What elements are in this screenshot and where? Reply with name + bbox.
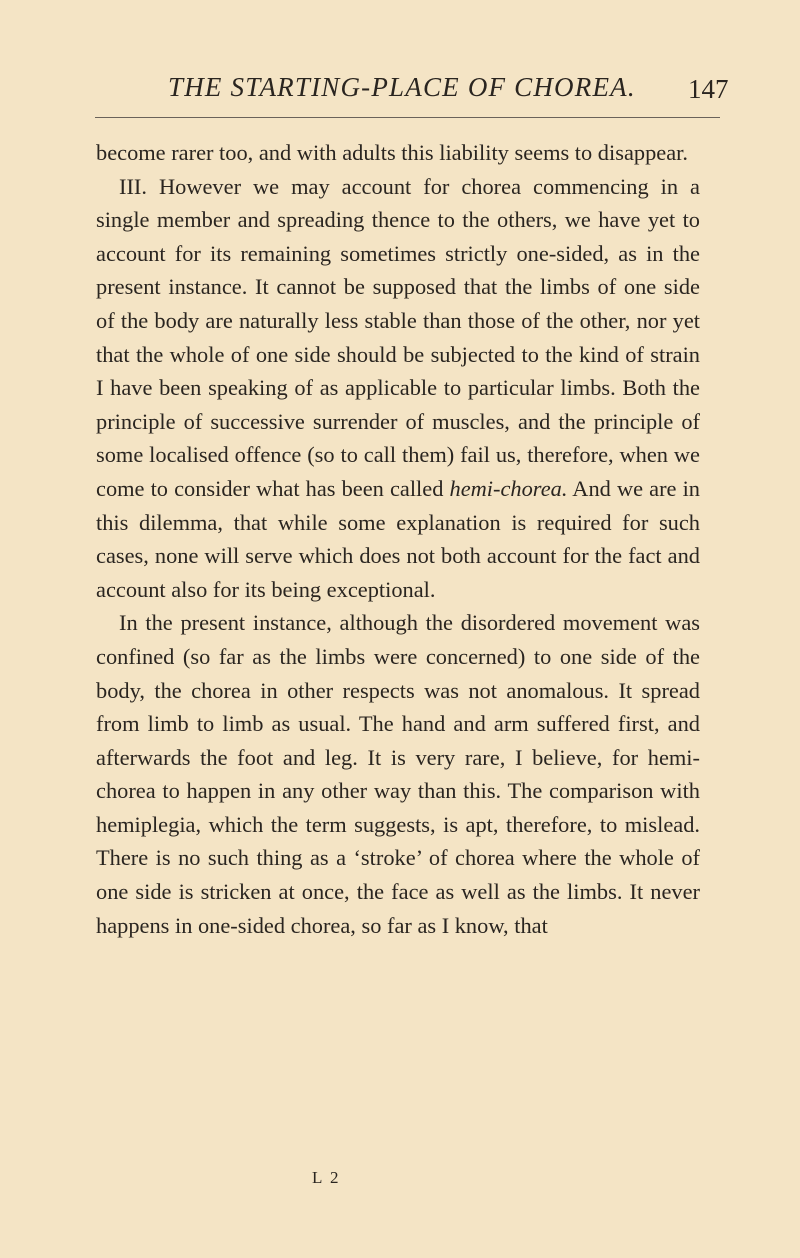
- paragraph-2-text-after: And we are in this dilemma, that while some explanation is required for such cases, none will serve which does not both account for the fact and account also for its being exceptional.: [96, 475, 700, 602]
- paragraph-present-instance: [96, 606, 700, 942]
- running-head: [168, 72, 728, 103]
- body-text: [96, 136, 700, 942]
- paragraph-iii: [96, 170, 700, 607]
- paragraph-2-text-before: III. However we may account for chorea commencing in a single member and spreading thence to the others, we have yet to account for its remaining sometimes strictly one-sided, as in the present instance. It cannot be supposed that the limbs of one side of the body are naturally less stable than those of the other, nor yet that the whole of one side should be subjected to the kind of strain I have been speaking of as applicable to particular limbs. Both the principle of successive surrender of muscles, and the principle of some localised offence (so to call them) fail us, therefore, when we come to consider what has been called: [96, 173, 700, 501]
- signature-mark: L 2: [312, 1168, 341, 1187]
- header-rule: [95, 117, 720, 118]
- paragraph-3-text: In the present instance, although the disordered movement was confined (so far as the limbs were concerned) to one side of the body, the chorea in other respects was not anomalous. It spread from limb to limb as usual. The hand and arm suffered first, and afterwards the foot and leg. It is very rare, I believe, for hemi-chorea to happen in any other way than this. The comparison with hemiplegia, which the term suggests, is apt, therefore, to mislead. There is no such thing as a ‘stroke’ of chorea where the whole of one side is stricken at once, the face as well as the limbs. It never happens in one-sided chorea, so far as I know, that: [96, 610, 700, 938]
- paragraph-continuation: [96, 136, 700, 170]
- paragraph-1-text: become rarer too, and with adults this liability seems to disappear.: [96, 140, 688, 165]
- hemi-chorea-term: hemi-chorea.: [449, 475, 568, 501]
- page-number: 147: [688, 74, 729, 104]
- running-head-title: THE STARTING-PLACE OF CHOREA.: [168, 72, 636, 102]
